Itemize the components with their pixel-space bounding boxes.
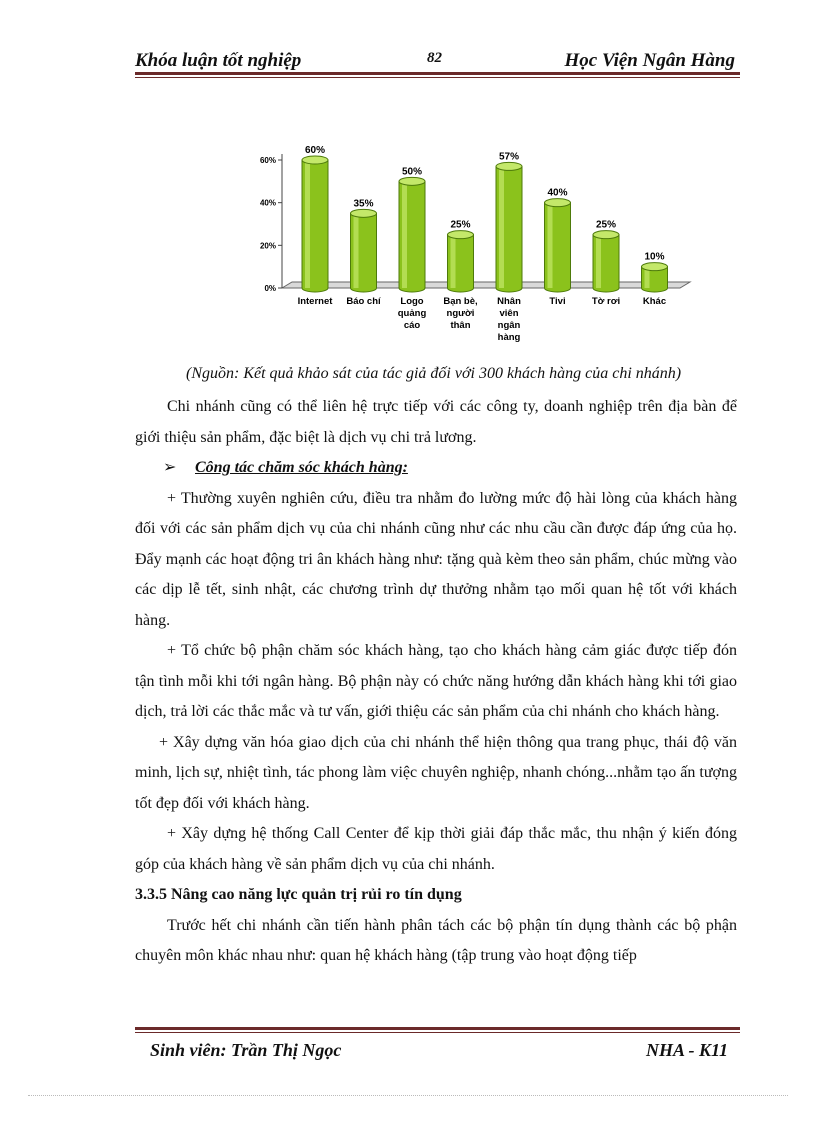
header-left: Khóa luận tốt nghiệp bbox=[135, 50, 302, 71]
bar-top-3 bbox=[448, 231, 474, 239]
y-tick-label: 0% bbox=[264, 284, 276, 293]
data-label-0: 60% bbox=[304, 145, 326, 156]
bar-top-4 bbox=[496, 162, 522, 170]
source-note: (Nguồn: Kết quả khảo sát của tác giả đối với 300 khách hàng của chi nhánh) bbox=[186, 365, 682, 382]
data-label-1: 35% bbox=[353, 198, 374, 210]
bar-top-0 bbox=[302, 156, 328, 164]
body-text bbox=[135, 392, 737, 972]
paragraph-3: + Tổ chức bộ phận chăm sóc khách hàng, tạo cho khách hàng cảm giác được tiếp đón tận tình mỗi khi tới ngân hàng. Bộ phận này có chức năng hướng dẫn khách hàng khi tới giao dịch, trả lời các thắc mắc và tư vấn, giới thiệu các sản phẩm của chi nhánh cho khách hàng. bbox=[135, 642, 737, 720]
page-number: 82 bbox=[427, 50, 442, 66]
bar-top-2 bbox=[399, 177, 425, 185]
category-label-0: Internet bbox=[297, 296, 333, 307]
arrow-bullet-icon: ➢ bbox=[163, 459, 177, 476]
bar-highlight-6 bbox=[596, 235, 601, 288]
bar-top-6 bbox=[593, 231, 619, 239]
category-label-2: cáo bbox=[403, 320, 421, 331]
footer-class: NHA - K11 bbox=[645, 1040, 728, 1060]
category-label-3: thân bbox=[450, 320, 471, 331]
footer-student: Sinh viên: Trần Thị Ngọc bbox=[150, 1040, 342, 1060]
paragraph-1: Chi nhánh cũng có thể liên hệ trực tiếp với các công ty, doanh nghiệp trên địa bàn để giới thiệu sản phẩm, đặc biệt là dịch vụ chi trả lương. bbox=[135, 398, 737, 446]
data-label-5: 40% bbox=[547, 187, 568, 199]
header-right: Học Viện Ngân Hàng bbox=[564, 50, 735, 71]
y-tick-label: 60% bbox=[259, 156, 276, 165]
paragraph-6: Trước hết chi nhánh cần tiến hành phân tách các bộ phận tín dụng thành các bộ phận chuyên môn khác nhau như: quan hệ khách hàng (tập trung vào hoạt động tiếp bbox=[135, 916, 737, 964]
bar-highlight-3 bbox=[451, 235, 456, 288]
category-label-3: người bbox=[446, 308, 475, 319]
bar-highlight-2 bbox=[402, 181, 407, 288]
category-label-4: hàng bbox=[497, 332, 521, 343]
category-label-1: Báo chí bbox=[346, 296, 381, 307]
header-rule bbox=[135, 72, 740, 75]
bar-highlight-1 bbox=[354, 213, 359, 288]
y-tick-label: 20% bbox=[259, 241, 276, 251]
bar-highlight-4 bbox=[499, 166, 504, 288]
category-label-5: Tivi bbox=[549, 296, 566, 307]
data-label-3: 25% bbox=[450, 219, 471, 231]
section-heading: 3.3.5 Nâng cao năng lực quản trị rủi ro tín dụng bbox=[135, 886, 462, 903]
paragraph-5: + Xây dựng hệ thống Call Center để kịp thời giải đáp thắc mắc, thu nhận ý kiến đóng góp của khách hàng về sản phẩm dịch vụ của chi nhánh. bbox=[135, 825, 737, 873]
data-label-2: 50% bbox=[401, 166, 423, 178]
page-header bbox=[135, 46, 735, 74]
category-label-4: ngân bbox=[497, 320, 521, 331]
page-footer bbox=[150, 1040, 728, 1066]
data-label-7: 10% bbox=[644, 251, 665, 263]
category-label-4: viên bbox=[499, 308, 519, 319]
footer-rule bbox=[135, 1027, 740, 1030]
data-label-4: 57% bbox=[498, 151, 520, 163]
y-tick-label: 40% bbox=[259, 198, 276, 208]
data-label-6: 25% bbox=[595, 219, 617, 231]
survey-bar-chart bbox=[250, 140, 700, 360]
subheading bbox=[135, 453, 737, 484]
bar-highlight-0 bbox=[305, 160, 310, 288]
chart-floor bbox=[282, 282, 690, 288]
bar-top-7 bbox=[642, 263, 668, 271]
category-label-4: Nhân bbox=[497, 296, 521, 307]
category-label-3: Bạn bè, bbox=[443, 296, 478, 307]
category-label-7: Khác bbox=[642, 296, 667, 307]
bar-top-5 bbox=[545, 199, 571, 207]
bar-highlight-5 bbox=[548, 203, 553, 288]
footer-rule-thin bbox=[135, 1032, 740, 1033]
header-rule-thin bbox=[135, 77, 740, 78]
category-label-2: quảng bbox=[397, 308, 427, 319]
category-label-2: Logo bbox=[400, 296, 424, 307]
bar-top-1 bbox=[351, 209, 377, 217]
subheading-text: Công tác chăm sóc khách hàng: bbox=[195, 459, 408, 476]
page-edge-dots bbox=[28, 1095, 788, 1096]
paragraph-2: + Thường xuyên nghiên cứu, điều tra nhằm đo lường mức độ hài lòng của khách hàng đối với các sản phẩm dịch vụ của chi nhánh cũng như các nhu cầu cần được đáp ứng của họ. Đẩy mạnh các hoạt động tri ân khách hàng như: tặng quà kèm theo sản phẩm, chúc mừng vào các dịp lễ tết, sinh nhật, các chương trình dự thưởng nhằm tạo mối quan hệ tốt với khách hàng. bbox=[135, 489, 737, 629]
paragraph-4: + Xây dựng văn hóa giao dịch của chi nhánh thể hiện thông qua trang phục, thái độ văn minh, lịch sự, nhiệt tình, tác phong làm việc chuyên nghiệp, nhanh chóng...nhằm tạo ấn tượng tốt đẹp đối với khách hàng. bbox=[135, 733, 737, 812]
category-label-6: Tờ rơi bbox=[591, 296, 621, 307]
